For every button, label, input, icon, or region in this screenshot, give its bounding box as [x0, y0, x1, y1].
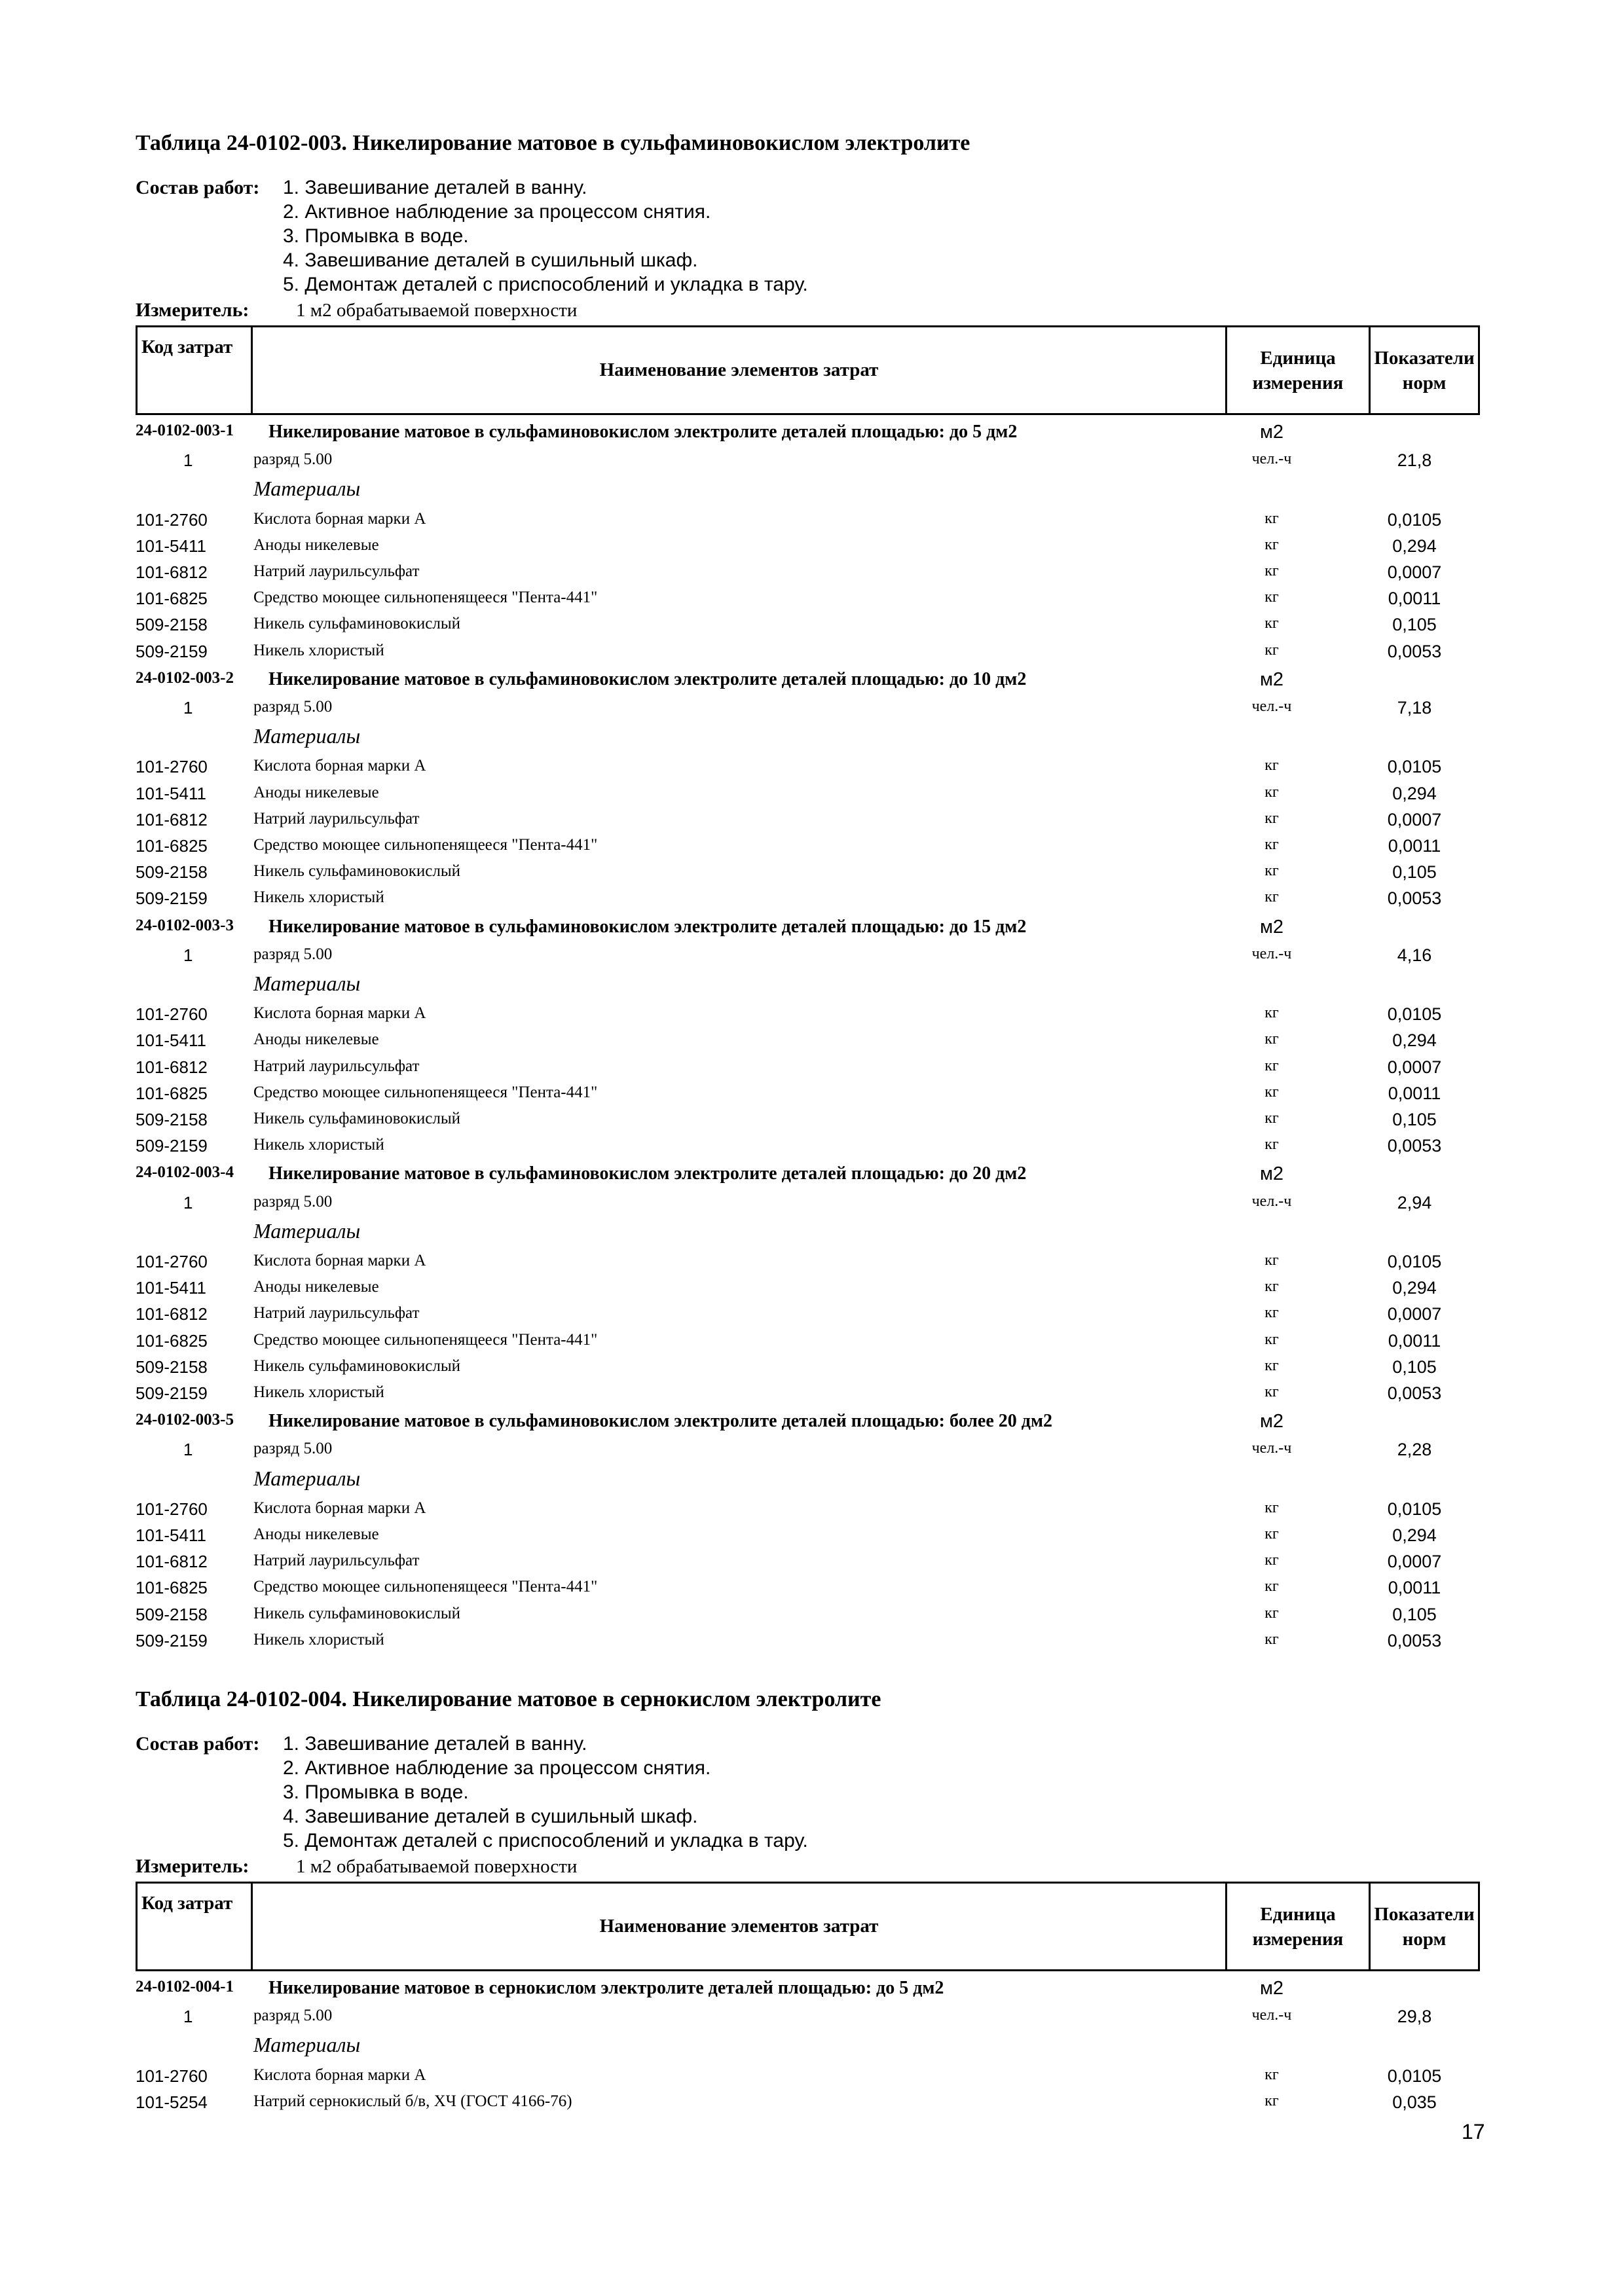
labor-name: разряд 5.00	[253, 1440, 333, 1458]
group-row	[0, 1978, 1624, 2004]
material-name: Натрий лаурильсульфат	[253, 1304, 420, 1322]
work-step: 3. Промывка в воде.	[283, 1781, 469, 1803]
material-value: 0,0053	[1387, 1136, 1442, 1156]
labor-value: 21,8	[1397, 450, 1432, 471]
meter-value: 1 м2 обрабатываемой поверхности	[296, 1856, 578, 1877]
group-code: 24-0102-003-4	[136, 1163, 234, 1182]
material-value: 0,0011	[1388, 1330, 1441, 1351]
material-name: Средство моющее сильнопенящееся "Пента-441"	[253, 836, 598, 854]
material-value: 0,0105	[1387, 1004, 1442, 1025]
material-code: 509-2158	[136, 1604, 208, 1624]
material-code: 101-6812	[136, 1552, 208, 1572]
group-code: 24-0102-004-1	[136, 1978, 234, 1995]
material-code: 101-6812	[136, 562, 208, 582]
material-unit: кг	[1264, 1525, 1279, 1542]
material-unit: кг	[1264, 1136, 1279, 1154]
material-code: 101-6812	[136, 1304, 208, 1324]
material-row	[0, 589, 1624, 615]
material-code: 101-6825	[136, 836, 208, 856]
material-row	[0, 536, 1624, 562]
material-unit: кг	[1264, 757, 1279, 774]
material-code: 509-2159	[136, 1630, 208, 1650]
material-unit: кг	[1264, 1083, 1279, 1101]
material-code: 101-5411	[136, 783, 206, 803]
material-unit: кг	[1264, 509, 1279, 527]
meter-label: Измеритель:	[136, 1855, 249, 1877]
labor-value: 2,94	[1397, 1192, 1432, 1212]
materials-heading-row	[0, 2033, 1624, 2059]
material-value: 0,0105	[1387, 1499, 1442, 1519]
material-row	[0, 1057, 1624, 1084]
group-unit: м2	[1259, 916, 1284, 938]
group-code: 24-0102-003-2	[136, 668, 234, 687]
header-unit: Единица измерения	[1227, 1884, 1371, 1969]
material-value: 0,0053	[1387, 1383, 1442, 1403]
header-code: Код затрат	[138, 1884, 253, 1969]
material-name: Аноды никелевые	[253, 536, 379, 554]
group-code: 24-0102-003-3	[136, 916, 234, 934]
material-row	[0, 1525, 1624, 1552]
labor-name: разряд 5.00	[253, 450, 333, 469]
header-unit: Единица измерения	[1227, 327, 1371, 413]
material-code: 101-5411	[136, 1030, 206, 1051]
material-value: 0,105	[1392, 615, 1437, 635]
labor-value: 7,18	[1397, 698, 1432, 718]
labor-row	[0, 945, 1624, 972]
material-value: 0,294	[1392, 1030, 1437, 1051]
labor-name: разряд 5.00	[253, 698, 333, 716]
material-row	[0, 1110, 1624, 1136]
material-code: 101-6812	[136, 1057, 208, 1077]
material-value: 0,294	[1392, 1525, 1437, 1545]
group-unit: м2	[1259, 1163, 1284, 1185]
labor-num: 1	[183, 2007, 193, 2027]
labor-row	[0, 698, 1624, 724]
group-name: Никелирование матовое в сульфаминовокислом электролите деталей площадью: до 10 дм2	[268, 668, 1027, 689]
material-code: 101-2760	[136, 1252, 208, 1271]
materials-heading-row	[0, 477, 1624, 503]
material-unit: кг	[1264, 1304, 1279, 1322]
material-value: 0,0007	[1387, 809, 1442, 829]
material-code: 509-2158	[136, 1110, 208, 1129]
material-name: Никель сульфаминовокислый	[253, 1110, 461, 1127]
labor-row	[0, 1193, 1624, 1219]
work-step: 3. Промывка в воде.	[283, 225, 469, 247]
material-value: 0,035	[1392, 2092, 1437, 2112]
material-row	[0, 2092, 1624, 2119]
group-row	[0, 669, 1624, 695]
materials-heading: Материалы	[253, 972, 361, 995]
material-name: Никель хлористый	[253, 641, 384, 659]
material-unit: кг	[1264, 1004, 1279, 1022]
material-name: Кислота борная марки А	[253, 2066, 426, 2084]
material-unit: кг	[1264, 1330, 1279, 1348]
material-row	[0, 510, 1624, 536]
material-value: 0,105	[1392, 1110, 1437, 1129]
work-step: 1. Завешивание деталей в ванну.	[283, 1733, 587, 1755]
material-row	[0, 1278, 1624, 1304]
material-unit: кг	[1264, 888, 1279, 906]
material-code: 101-2760	[136, 509, 208, 530]
material-name: Кислота борная марки А	[253, 1004, 426, 1023]
material-code: 509-2158	[136, 862, 208, 883]
material-unit: кг	[1264, 1383, 1279, 1400]
group-row	[0, 1411, 1624, 1437]
material-value: 0,0011	[1388, 836, 1441, 856]
material-unit: кг	[1264, 562, 1279, 579]
material-code: 509-2159	[136, 641, 208, 661]
material-code: 101-6812	[136, 809, 208, 829]
material-row	[0, 1331, 1624, 1357]
labor-unit: чел.-ч	[1251, 1440, 1292, 1457]
material-value: 0,0011	[1388, 1083, 1441, 1103]
material-row	[0, 562, 1624, 589]
material-value: 0,0053	[1387, 641, 1442, 661]
materials-heading-row	[0, 972, 1624, 998]
material-row	[0, 1357, 1624, 1383]
material-unit: кг	[1264, 1578, 1279, 1595]
material-code: 509-2159	[136, 1136, 208, 1156]
material-row	[0, 862, 1624, 888]
labor-unit: чел.-ч	[1251, 698, 1292, 715]
table-title: Таблица 24-0102-004. Никелирование матовое в сернокислом электролите	[136, 1687, 881, 1711]
materials-heading-row	[0, 724, 1624, 750]
labor-num: 1	[183, 1440, 193, 1460]
material-row	[0, 784, 1624, 810]
material-code: 101-6825	[136, 1578, 208, 1598]
material-code: 101-2760	[136, 757, 208, 777]
material-name: Никель сульфаминовокислый	[253, 615, 461, 633]
group-unit: м2	[1259, 1978, 1284, 1999]
materials-heading: Материалы	[253, 1466, 361, 1490]
material-unit: кг	[1264, 809, 1279, 827]
work-step: 5. Демонтаж деталей с приспособлений и укладка в тару.	[283, 1830, 808, 1851]
work-step: 4. Завешивание деталей в сушильный шкаф.	[283, 249, 698, 271]
material-unit: кг	[1264, 615, 1279, 632]
group-row	[0, 1163, 1624, 1190]
material-code: 509-2158	[136, 1357, 208, 1377]
material-name: Никель сульфаминовокислый	[253, 862, 461, 881]
material-name: Никель хлористый	[253, 888, 384, 907]
group-unit: м2	[1259, 422, 1284, 443]
work-step: 2. Активное наблюдение за процессом снятия.	[283, 1757, 711, 1779]
material-unit: кг	[1264, 783, 1279, 801]
labor-row	[0, 450, 1624, 477]
material-name: Никель хлористый	[253, 1383, 384, 1401]
material-value: 0,105	[1392, 1357, 1437, 1377]
material-name: Средство моющее сильнопенящееся "Пента-441"	[253, 1578, 598, 1596]
material-row	[0, 1030, 1624, 1057]
material-name: Натрий лаурильсульфат	[253, 1057, 420, 1075]
material-value: 0,0007	[1387, 1304, 1442, 1324]
material-name: Аноды никелевые	[253, 1030, 379, 1049]
material-value: 0,294	[1392, 536, 1437, 556]
work-composition-label: Состав работ:	[136, 1733, 260, 1755]
material-value: 0,0007	[1387, 1552, 1442, 1572]
material-name: Средство моющее сильнопенящееся "Пента-441"	[253, 1330, 598, 1349]
material-code: 101-5411	[136, 1278, 206, 1298]
table-header	[136, 1882, 1480, 1971]
material-name: Никель хлористый	[253, 1630, 384, 1649]
material-value: 0,0105	[1387, 1252, 1442, 1271]
material-name: Натрий лаурильсульфат	[253, 562, 420, 580]
material-unit: кг	[1264, 2092, 1279, 2109]
material-name: Аноды никелевые	[253, 1278, 379, 1296]
header-name: Наименование элементов затрат	[253, 1884, 1227, 1969]
material-value: 0,0011	[1388, 1578, 1441, 1598]
material-name: Никель хлористый	[253, 1136, 384, 1154]
material-unit: кг	[1264, 1357, 1279, 1374]
material-name: Кислота борная марки А	[253, 509, 426, 528]
material-name: Никель сульфаминовокислый	[253, 1604, 461, 1622]
material-row	[0, 615, 1624, 641]
material-row	[0, 1631, 1624, 1657]
material-name: Средство моющее сильнопенящееся "Пента-441"	[253, 1083, 598, 1101]
material-name: Натрий сернокислый б/в, ХЧ (ГОСТ 4166-76)	[253, 2092, 572, 2110]
material-row	[0, 810, 1624, 836]
header-norm: Показатели норм	[1374, 347, 1475, 393]
page-number: 17	[1462, 2120, 1485, 2143]
material-unit: кг	[1264, 1604, 1279, 1622]
material-value: 0,0007	[1387, 1057, 1442, 1077]
material-unit: кг	[1264, 2066, 1279, 2083]
materials-heading-row	[0, 1219, 1624, 1245]
material-unit: кг	[1264, 1057, 1279, 1074]
material-row	[0, 1383, 1624, 1410]
header-code: Код затрат	[138, 327, 253, 413]
material-row	[0, 1084, 1624, 1110]
materials-heading: Материалы	[253, 477, 361, 501]
material-name: Натрий лаурильсульфат	[253, 809, 420, 828]
material-unit: кг	[1264, 536, 1279, 553]
header-name: Наименование элементов затрат	[253, 327, 1227, 413]
material-unit: кг	[1264, 1630, 1279, 1648]
labor-num: 1	[183, 450, 193, 471]
material-row	[0, 1004, 1624, 1030]
material-row	[0, 1605, 1624, 1631]
material-unit: кг	[1264, 836, 1279, 853]
group-name: Никелирование матовое в сульфаминовокислом электролите деталей площадью: до 20 дм2	[268, 1163, 1027, 1184]
group-name: Никелирование матовое в сульфаминовокислом электролите деталей площадью: до 5 дм2	[268, 422, 1018, 442]
materials-heading: Материалы	[253, 1218, 361, 1243]
group-name: Никелирование матовое в сульфаминовокислом электролите деталей площадью: более 20 дм2	[268, 1411, 1053, 1432]
material-value: 0,0105	[1387, 509, 1442, 530]
material-unit: кг	[1264, 1499, 1279, 1516]
material-name: Кислота борная марки А	[253, 1499, 426, 1517]
material-code: 101-2760	[136, 1004, 208, 1025]
group-row	[0, 422, 1624, 448]
material-row	[0, 642, 1624, 668]
material-row	[0, 836, 1624, 862]
material-name: Никель сульфаминовокислый	[253, 1357, 461, 1375]
labor-row	[0, 1440, 1624, 1466]
material-unit: кг	[1264, 862, 1279, 880]
material-row	[0, 2066, 1624, 2092]
work-step: 4. Завешивание деталей в сушильный шкаф.	[283, 1806, 698, 1827]
labor-value: 4,16	[1397, 945, 1432, 965]
material-value: 0,294	[1392, 1278, 1437, 1298]
labor-unit: чел.-ч	[1251, 2007, 1292, 2024]
material-name: Средство моющее сильнопенящееся "Пента-441"	[253, 589, 598, 607]
material-name: Натрий лаурильсульфат	[253, 1552, 420, 1570]
material-code: 509-2159	[136, 1383, 208, 1403]
material-name: Аноды никелевые	[253, 783, 379, 801]
material-row	[0, 757, 1624, 783]
labor-name: разряд 5.00	[253, 945, 333, 963]
material-code: 101-6825	[136, 1330, 208, 1351]
labor-num: 1	[183, 1192, 193, 1212]
material-unit: кг	[1264, 1110, 1279, 1127]
labor-unit: чел.-ч	[1251, 945, 1292, 962]
work-composition-label: Состав работ:	[136, 177, 260, 198]
group-name: Никелирование матовое в сульфаминовокислом электролите деталей площадью: до 15 дм2	[268, 916, 1027, 937]
labor-value: 29,8	[1397, 2007, 1432, 2027]
group-unit: м2	[1259, 668, 1284, 690]
material-row	[0, 1252, 1624, 1278]
material-name: Кислота борная марки А	[253, 757, 426, 775]
material-value: 0,0105	[1387, 2066, 1442, 2086]
material-code: 509-2158	[136, 615, 208, 635]
material-name: Кислота борная марки А	[253, 1252, 426, 1269]
header-norm: Показатели норм	[1374, 1903, 1475, 1950]
labor-num: 1	[183, 945, 193, 965]
meter-label: Измеритель:	[136, 299, 249, 321]
work-step: 5. Демонтаж деталей с приспособлений и укладка в тару.	[283, 274, 808, 295]
material-code: 101-2760	[136, 1499, 208, 1519]
material-code: 101-6825	[136, 589, 208, 609]
materials-heading: Материалы	[253, 724, 361, 748]
work-step: 1. Завешивание деталей в ванну.	[283, 177, 587, 198]
meter-value: 1 м2 обрабатываемой поверхности	[296, 300, 578, 321]
material-value: 0,0053	[1387, 1630, 1442, 1650]
material-code: 101-6825	[136, 1083, 208, 1103]
materials-heading-row	[0, 1467, 1624, 1493]
material-row	[0, 888, 1624, 915]
material-row	[0, 1552, 1624, 1578]
labor-unit: чел.-ч	[1251, 450, 1292, 468]
material-unit: кг	[1264, 589, 1279, 606]
table-title: Таблица 24-0102-003. Никелирование матовое в сульфаминовокислом электролите	[136, 131, 970, 155]
material-code: 101-5411	[136, 1525, 206, 1545]
material-name: Аноды никелевые	[253, 1525, 379, 1543]
material-row	[0, 1578, 1624, 1604]
material-code: 101-2760	[136, 2066, 208, 2086]
materials-heading: Материалы	[253, 2033, 361, 2057]
material-value: 0,0053	[1387, 888, 1442, 909]
group-code: 24-0102-003-5	[136, 1411, 234, 1429]
material-value: 0,0105	[1387, 757, 1442, 777]
group-name: Никелирование матовое в сернокислом электролите деталей площадью: до 5 дм2	[268, 1978, 944, 1998]
labor-row	[0, 2007, 1624, 2033]
material-unit: кг	[1264, 1252, 1279, 1269]
labor-num: 1	[183, 698, 193, 718]
table-header	[136, 325, 1480, 415]
material-code: 101-5411	[136, 536, 206, 556]
material-row	[0, 1499, 1624, 1525]
labor-name: разряд 5.00	[253, 1192, 333, 1211]
material-code: 101-5254	[136, 2092, 208, 2112]
material-value: 0,0011	[1388, 589, 1441, 609]
group-unit: м2	[1259, 1411, 1284, 1432]
material-unit: кг	[1264, 1552, 1279, 1569]
material-row	[0, 1304, 1624, 1330]
material-unit: кг	[1264, 641, 1279, 659]
material-row	[0, 1136, 1624, 1162]
material-code: 509-2159	[136, 888, 208, 909]
group-row	[0, 917, 1624, 943]
material-value: 0,294	[1392, 783, 1437, 803]
material-value: 0,0007	[1387, 562, 1442, 582]
material-value: 0,105	[1392, 1604, 1437, 1624]
group-code: 24-0102-003-1	[136, 422, 234, 439]
material-value: 0,105	[1392, 862, 1437, 883]
labor-unit: чел.-ч	[1251, 1192, 1292, 1210]
labor-name: разряд 5.00	[253, 2007, 333, 2025]
work-step: 2. Активное наблюдение за процессом снятия.	[283, 201, 711, 223]
labor-value: 2,28	[1397, 1440, 1432, 1460]
material-unit: кг	[1264, 1030, 1279, 1048]
material-unit: кг	[1264, 1278, 1279, 1296]
